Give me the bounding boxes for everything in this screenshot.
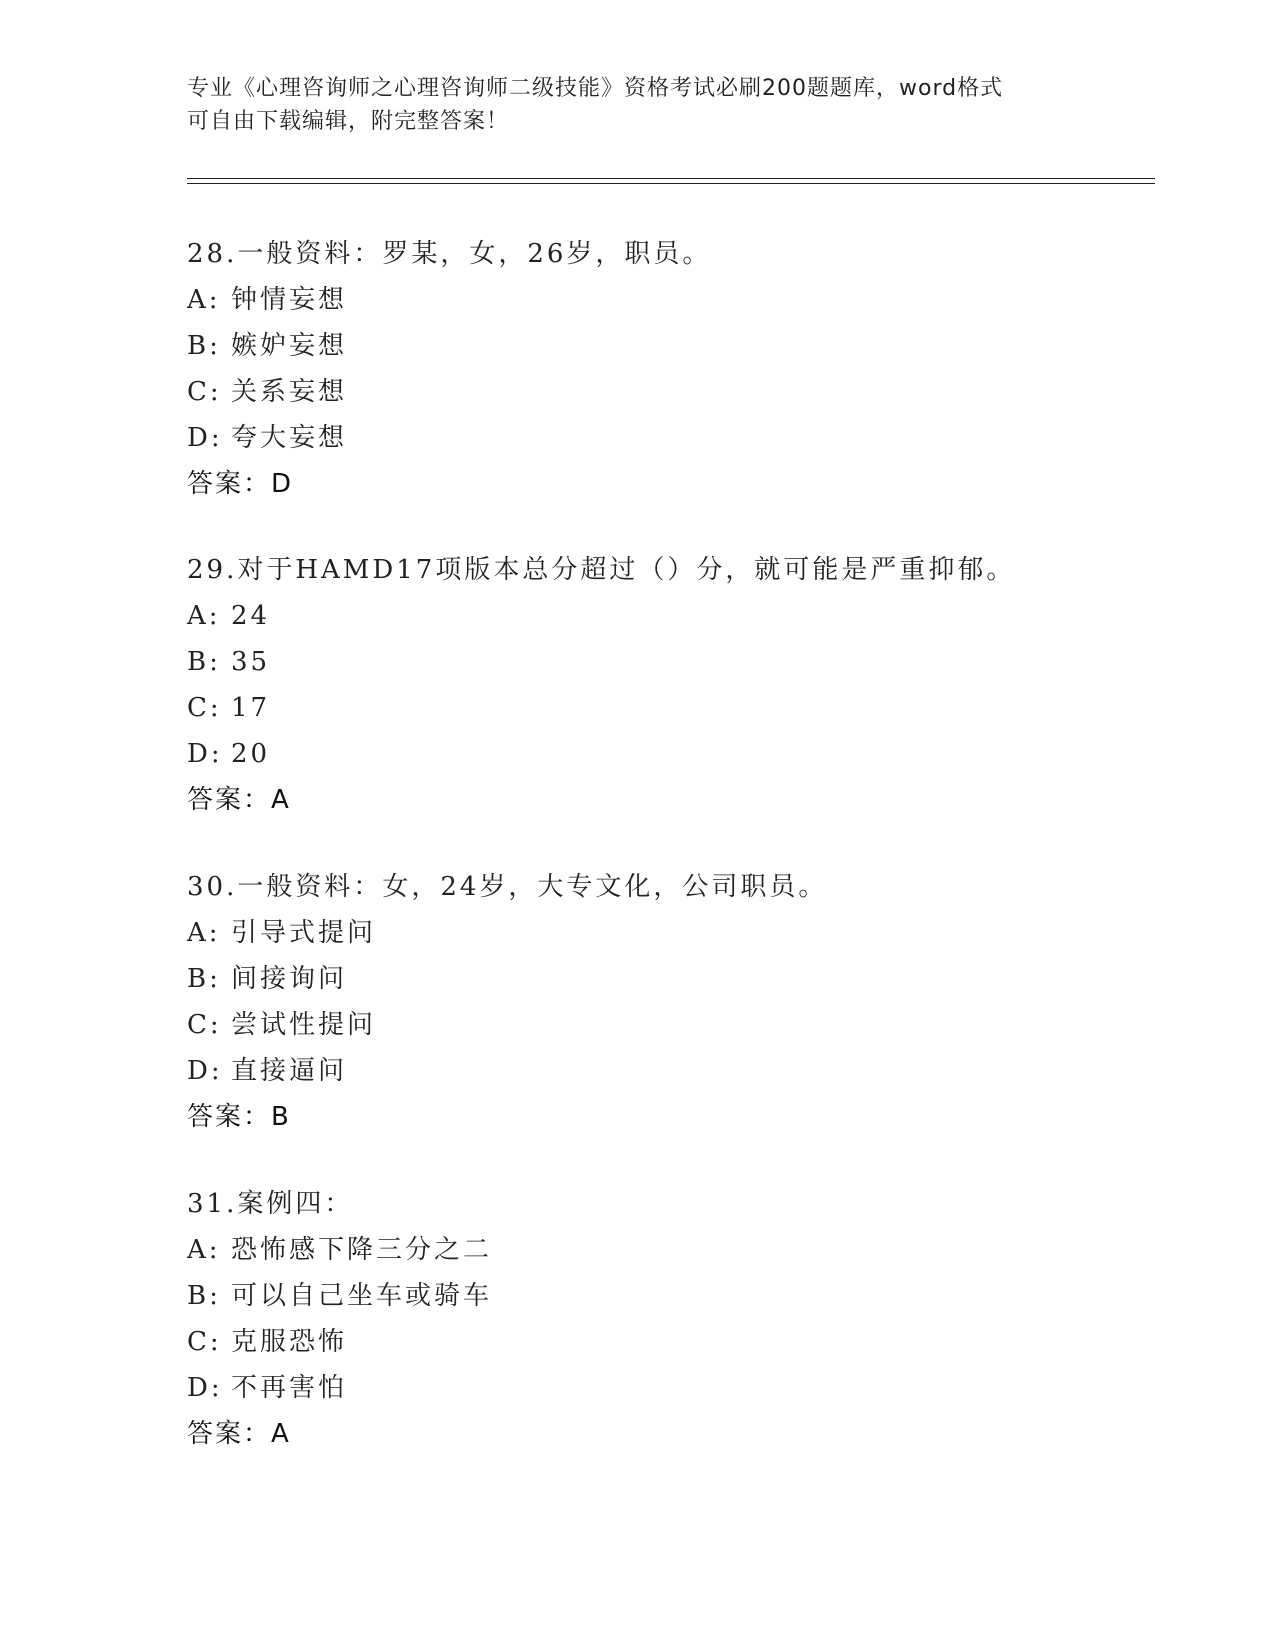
option-letter: C:	[187, 1010, 222, 1040]
option-letter: D:	[187, 423, 223, 453]
option-a	[187, 277, 1147, 323]
option-text: 间接询问	[231, 964, 348, 994]
option-letter: B:	[187, 647, 221, 677]
question-stem: 31.案例四：	[187, 1189, 354, 1219]
option-text: 直接逼问	[231, 1056, 348, 1086]
document-header	[187, 72, 1087, 138]
header-line-2: 可自由下载编辑，附完整答案！	[187, 109, 510, 134]
option-d	[187, 1048, 1147, 1094]
option-letter: A:	[187, 285, 221, 315]
option-a	[187, 910, 1147, 956]
option-text: 20	[231, 739, 271, 769]
option-letter: C:	[187, 377, 222, 407]
option-letter: D:	[187, 1056, 223, 1086]
question-stem: 30.一般资料：女，24岁，大专文化，公司职员。	[187, 872, 828, 902]
option-b	[187, 1273, 1147, 1319]
option-text: 不再害怕	[231, 1373, 348, 1403]
option-letter: C:	[187, 693, 222, 723]
option-c	[187, 685, 1147, 731]
option-text: 尝试性提问	[231, 1010, 377, 1040]
option-letter: C:	[187, 1327, 222, 1357]
option-text: 恐怖感下降三分之二	[231, 1235, 493, 1265]
question-29	[187, 547, 1147, 823]
option-d	[187, 731, 1147, 777]
option-letter: A:	[187, 918, 221, 948]
answer-line: 答案：B	[187, 1102, 291, 1132]
question-stem: 28.一般资料：罗某，女，26岁，职员。	[187, 239, 712, 269]
option-a	[187, 593, 1147, 639]
answer-line: 答案：A	[187, 785, 291, 815]
option-letter: D:	[187, 739, 223, 769]
option-b	[187, 956, 1147, 1002]
option-text: 夸大妄想	[231, 423, 348, 453]
option-letter: B:	[187, 331, 221, 361]
option-text: 钟情妄想	[231, 285, 348, 315]
option-a	[187, 1227, 1147, 1273]
option-letter: A:	[187, 601, 221, 631]
answer-line: 答案：D	[187, 469, 294, 499]
question-28	[187, 231, 1147, 507]
option-text: 24	[231, 601, 271, 631]
header-line-1: 专业《心理咨询师之心理咨询师二级技能》资格考试必刷200题题库，word格式	[187, 76, 1004, 101]
option-b	[187, 323, 1147, 369]
option-c	[187, 1002, 1147, 1048]
option-letter: B:	[187, 1281, 221, 1311]
option-text: 可以自己坐车或骑车	[231, 1281, 493, 1311]
header-divider-bottom	[187, 183, 1155, 184]
option-letter: D:	[187, 1373, 223, 1403]
option-d	[187, 415, 1147, 461]
answer-line: 答案：A	[187, 1419, 291, 1449]
header-divider-top	[187, 178, 1155, 179]
option-text: 17	[231, 693, 271, 723]
question-31	[187, 1181, 1147, 1457]
option-c	[187, 369, 1147, 415]
option-text: 嫉妒妄想	[231, 331, 348, 361]
option-letter: B:	[187, 964, 221, 994]
option-letter: A:	[187, 1235, 221, 1265]
option-text: 克服恐怖	[231, 1327, 348, 1357]
question-30	[187, 864, 1147, 1140]
option-d	[187, 1365, 1147, 1411]
option-text: 引导式提问	[231, 918, 377, 948]
option-b	[187, 639, 1147, 685]
option-text: 35	[231, 647, 271, 677]
option-text: 关系妄想	[231, 377, 348, 407]
question-stem: 29.对于HAMD17项版本总分超过（）分，就可能是严重抑郁。	[187, 555, 1016, 585]
option-c	[187, 1319, 1147, 1365]
